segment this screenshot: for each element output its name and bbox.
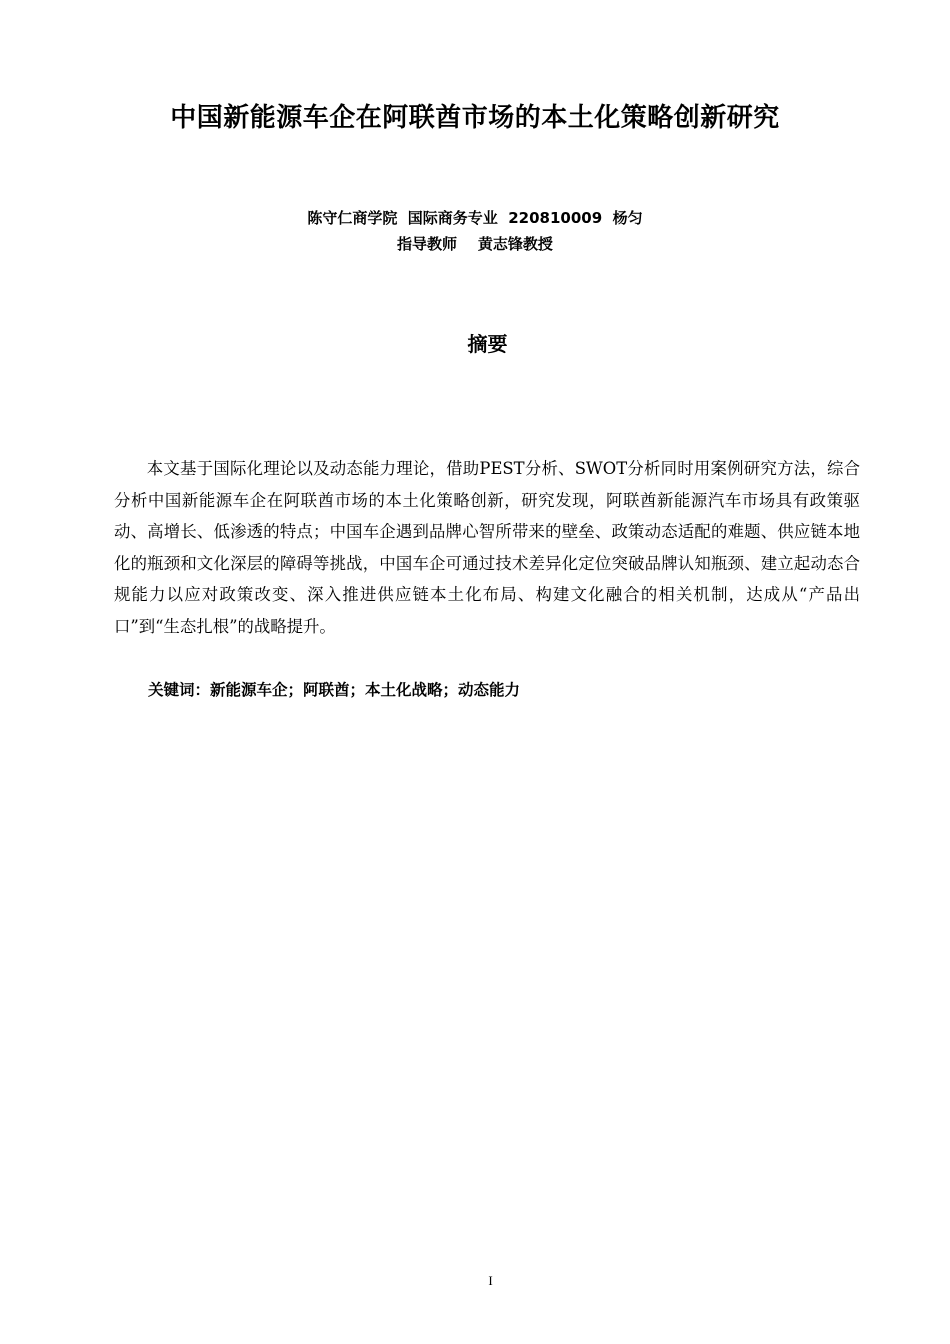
abstract-body: 本文基于国际化理论以及动态能力理论，借助PEST分析、SWOT分析同时用案例研究方法，综合分析中国新能源车企在阿联酋市场的本土化策略创新，研究发现，阿联酋新能源汽车市场具有政策驱动、高增长、低渗透的特点；中国车企遇到品牌心智所带来的壁垒、政策动态适配的难题、供应链本地化的瓶颈和文化深层的障碍等挑战，中国车企可通过技术差异化定位突破品牌认知瓶颈、建立起动态合规能力以应对政策改变、深入推进供应链本土化布局、构建文化融合的相关机制，达成从“产品出口”到“生态扎根”的战略提升。	[114, 459, 860, 636]
paper-title: 中国新能源车企在阿联酋市场的本土化策略创新研究	[170, 103, 780, 133]
keywords-line: 关键词：新能源车企；阿联酋；本土化战略；动态能力	[148, 681, 521, 699]
author-info: 陈守仁商学院 国际商务专业 220810009 杨匀	[307, 209, 643, 227]
advisor-info: 指导教师 黄志锋教授	[397, 235, 553, 253]
page-number: I	[488, 1273, 493, 1288]
abstract-heading: 摘要	[467, 332, 508, 356]
